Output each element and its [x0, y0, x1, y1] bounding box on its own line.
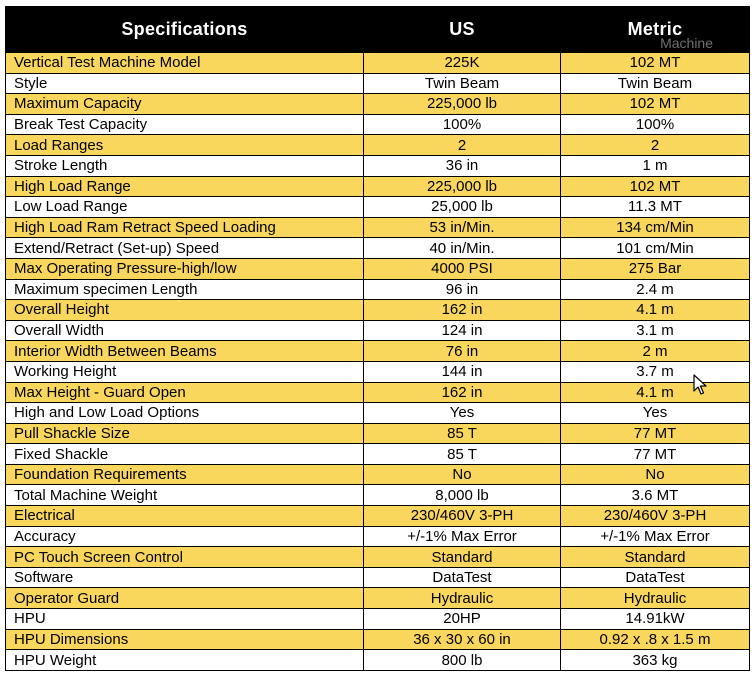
table-row [6, 155, 750, 176]
spec-cell: Maximum specimen Length [6, 279, 364, 300]
spec-cell: Pull Shackle Size [6, 423, 364, 444]
table-row [6, 464, 750, 485]
table-row [6, 526, 750, 547]
table-row [6, 176, 750, 197]
us-value-cell: 20HP [364, 609, 561, 630]
spec-cell: Vertical Test Machine Model [6, 53, 364, 74]
spec-cell: Stroke Length [6, 155, 364, 176]
us-value-cell: 2 [364, 135, 561, 156]
metric-value-cell: Twin Beam [561, 73, 750, 94]
us-value-cell: 76 in [364, 341, 561, 362]
spec-cell: PC Touch Screen Control [6, 547, 364, 568]
us-value-cell: 230/460V 3-PH [364, 506, 561, 527]
metric-value-cell: 2.4 m [561, 279, 750, 300]
us-value-cell: 8,000 lb [364, 485, 561, 506]
metric-value-cell: 230/460V 3-PH [561, 506, 750, 527]
metric-value-cell: 275 Bar [561, 258, 750, 279]
us-value-cell: Twin Beam [364, 73, 561, 94]
metric-value-cell: 3.7 m [561, 361, 750, 382]
table-row [6, 258, 750, 279]
metric-value-cell: 1 m [561, 155, 750, 176]
table-row [6, 588, 750, 609]
spec-cell: Max Height - Guard Open [6, 382, 364, 403]
us-value-cell: No [364, 464, 561, 485]
us-value-cell: Standard [364, 547, 561, 568]
us-value-cell: 96 in [364, 279, 561, 300]
table-row [6, 506, 750, 527]
spec-cell: Electrical [6, 506, 364, 527]
metric-value-cell: 100% [561, 114, 750, 135]
table-row [6, 650, 750, 671]
spec-cell: Low Load Range [6, 197, 364, 218]
us-value-cell: 225K [364, 53, 561, 74]
table-body [6, 53, 750, 671]
metric-value-cell: 102 MT [561, 94, 750, 115]
metric-value-cell: 134 cm/Min [561, 217, 750, 238]
spec-cell: High and Low Load Options [6, 403, 364, 424]
spec-cell: Break Test Capacity [6, 114, 364, 135]
table-row [6, 320, 750, 341]
table-row [6, 567, 750, 588]
spec-cell: Overall Width [6, 320, 364, 341]
spec-cell: High Load Range [6, 176, 364, 197]
us-value-cell: 4000 PSI [364, 258, 561, 279]
table-row [6, 361, 750, 382]
spec-cell: HPU Dimensions [6, 629, 364, 650]
metric-value-cell: DataTest [561, 567, 750, 588]
spec-cell: Extend/Retract (Set-up) Speed [6, 238, 364, 259]
table-row [6, 73, 750, 94]
us-value-cell: 25,000 lb [364, 197, 561, 218]
metric-value-cell: 363 kg [561, 650, 750, 671]
spec-cell: Maximum Capacity [6, 94, 364, 115]
us-value-cell: 162 in [364, 300, 561, 321]
table-row [6, 444, 750, 465]
metric-value-cell: +/-1% Max Error [561, 526, 750, 547]
us-value-cell: 40 in/Min. [364, 238, 561, 259]
spec-cell: Load Ranges [6, 135, 364, 156]
spec-cell: Accuracy [6, 526, 364, 547]
us-value-cell: 85 T [364, 444, 561, 465]
table-row [6, 423, 750, 444]
table-row [6, 609, 750, 630]
table-row [6, 629, 750, 650]
table-row [6, 485, 750, 506]
table-row [6, 197, 750, 218]
spec-cell: Max Operating Pressure-high/low [6, 258, 364, 279]
table-row [6, 135, 750, 156]
metric-value-cell: Standard [561, 547, 750, 568]
metric-value-cell: 4.1 m [561, 382, 750, 403]
header-row [6, 7, 750, 53]
us-value-cell: 100% [364, 114, 561, 135]
header-us: US [364, 7, 561, 53]
table-row [6, 341, 750, 362]
us-value-cell: +/-1% Max Error [364, 526, 561, 547]
table-row [6, 217, 750, 238]
us-value-cell: 36 x 30 x 60 in [364, 629, 561, 650]
metric-value-cell: 102 MT [561, 176, 750, 197]
spec-cell: Fixed Shackle [6, 444, 364, 465]
us-value-cell: 85 T [364, 423, 561, 444]
spec-cell: HPU [6, 609, 364, 630]
us-value-cell: 225,000 lb [364, 94, 561, 115]
us-value-cell: 800 lb [364, 650, 561, 671]
metric-value-cell: 4.1 m [561, 300, 750, 321]
spec-cell: Software [6, 567, 364, 588]
spec-cell: Total Machine Weight [6, 485, 364, 506]
table-row [6, 300, 750, 321]
header-metric-label: Metric [627, 19, 683, 39]
spec-cell: Foundation Requirements [6, 464, 364, 485]
metric-value-cell: Yes [561, 403, 750, 424]
mouse-pointer-icon [693, 374, 707, 396]
metric-value-cell: 2 [561, 135, 750, 156]
header-metric [561, 7, 750, 53]
metric-value-cell: 3.6 MT [561, 485, 750, 506]
spec-cell: High Load Ram Retract Speed Loading [6, 217, 364, 238]
us-value-cell: Hydraulic [364, 588, 561, 609]
spec-table [5, 6, 750, 671]
metric-value-cell: 77 MT [561, 423, 750, 444]
metric-value-cell: Hydraulic [561, 588, 750, 609]
hover-tooltip-text: Machine [660, 35, 713, 51]
table-row [6, 53, 750, 74]
metric-value-cell: 3.1 m [561, 320, 750, 341]
spec-cell: Overall Height [6, 300, 364, 321]
us-value-cell: 144 in [364, 361, 561, 382]
metric-value-cell: No [561, 464, 750, 485]
spec-cell: Style [6, 73, 364, 94]
spec-cell: HPU Weight [6, 650, 364, 671]
metric-value-cell: 77 MT [561, 444, 750, 465]
us-value-cell: 225,000 lb [364, 176, 561, 197]
table-row [6, 279, 750, 300]
spec-table-container [5, 6, 749, 671]
table-header [6, 7, 750, 53]
metric-value-cell: 0.92 x .8 x 1.5 m [561, 629, 750, 650]
table-row [6, 238, 750, 259]
table-row [6, 403, 750, 424]
table-row [6, 382, 750, 403]
table-row [6, 114, 750, 135]
us-value-cell: 124 in [364, 320, 561, 341]
table-row [6, 547, 750, 568]
header-specifications: Specifications [6, 7, 364, 53]
spec-cell: Operator Guard [6, 588, 364, 609]
metric-value-cell: 11.3 MT [561, 197, 750, 218]
us-value-cell: 36 in [364, 155, 561, 176]
table-row [6, 94, 750, 115]
metric-value-cell: 14.91kW [561, 609, 750, 630]
spec-cell: Working Height [6, 361, 364, 382]
metric-value-cell: 101 cm/Min [561, 238, 750, 259]
us-value-cell: 53 in/Min. [364, 217, 561, 238]
us-value-cell: Yes [364, 403, 561, 424]
spec-cell: Interior Width Between Beams [6, 341, 364, 362]
metric-value-cell: 102 MT [561, 53, 750, 74]
metric-value-cell: 2 m [561, 341, 750, 362]
us-value-cell: DataTest [364, 567, 561, 588]
us-value-cell: 162 in [364, 382, 561, 403]
